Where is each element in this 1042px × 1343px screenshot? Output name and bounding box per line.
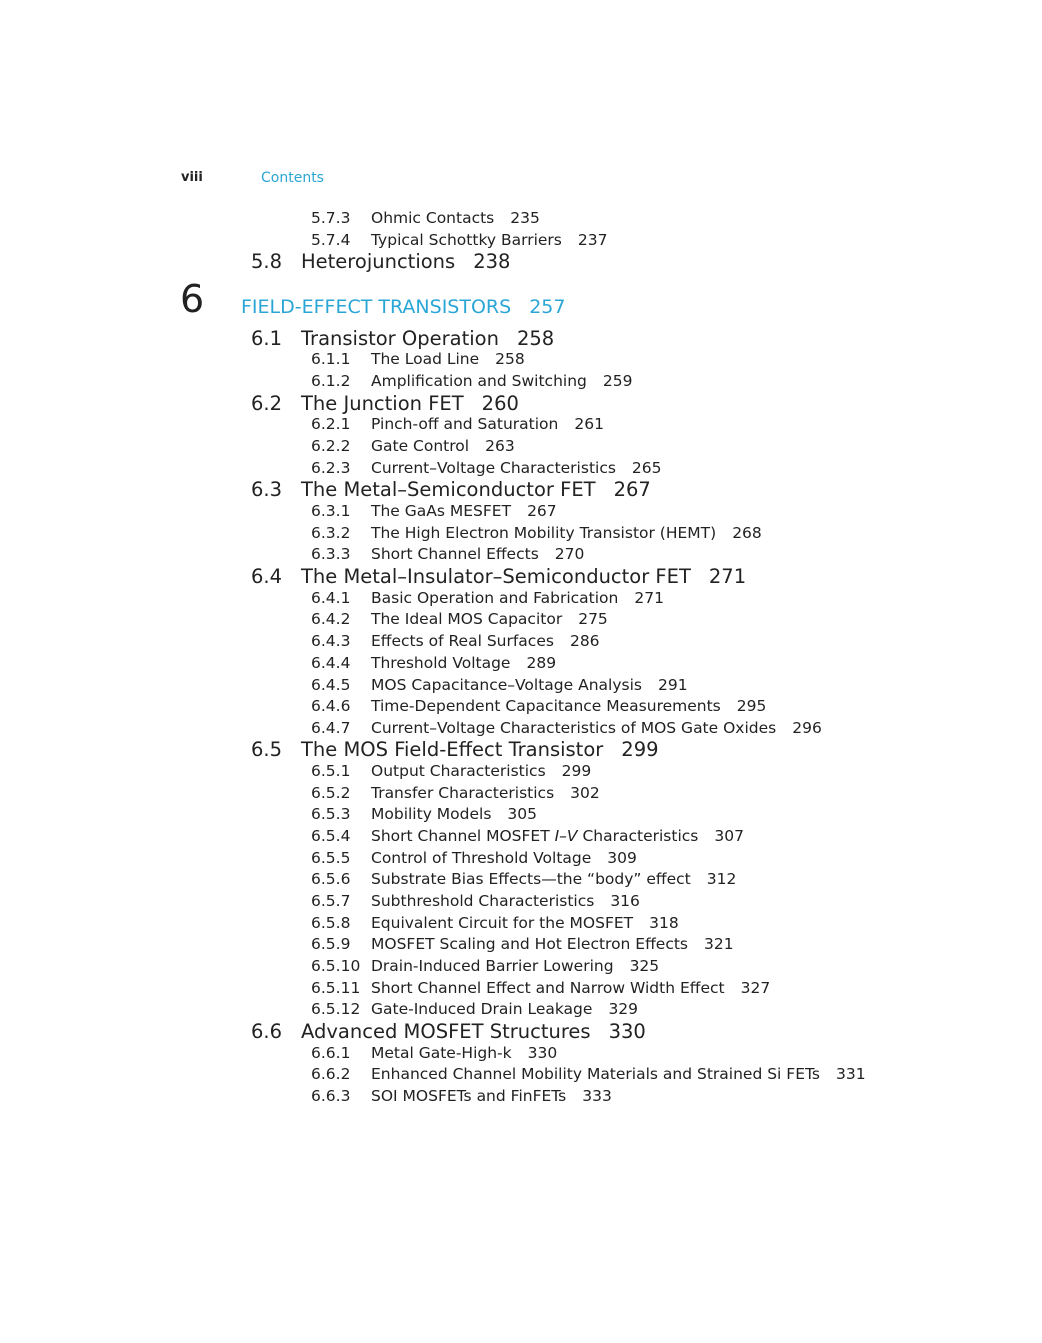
entry-number: 6.5.3 [311, 805, 351, 823]
entry-page-number: 267 [613, 478, 651, 501]
entry-number: 5.8 [251, 250, 283, 273]
entry-title: The MOS Field-Effect Transistor 299 [301, 738, 659, 761]
entry-title: Control of Threshold Voltage 309 [371, 849, 637, 867]
entry-page-number: 261 [574, 415, 604, 433]
entry-number: 6.4.4 [311, 654, 351, 672]
entry-page-number: 325 [629, 957, 660, 975]
entry-title: Effects of Real Surfaces 286 [371, 632, 600, 650]
entry-page-number: 289 [526, 654, 557, 672]
entry-page-number: 260 [481, 392, 519, 415]
entry-number: 6.5.4 [311, 827, 351, 845]
entry-page-number: 331 [835, 1065, 866, 1083]
entry-number: 6.5.12 [311, 1000, 361, 1018]
entry-title: SOI MOSFETs and FinFETs 333 [371, 1087, 612, 1105]
running-head: Contents [261, 170, 324, 186]
entry-title: Transfer Characteristics 302 [371, 784, 600, 802]
entry-title: Threshold Voltage 289 [371, 654, 557, 672]
entry-page-number: 329 [608, 1000, 639, 1018]
entry-number: 6.6.1 [311, 1044, 351, 1062]
entry-page-number: 333 [582, 1087, 612, 1105]
chapter-number: 6 [180, 277, 205, 321]
entry-page-number: 299 [621, 738, 659, 761]
entry-page-number: 237 [577, 231, 608, 249]
page-folio: viii [181, 170, 203, 185]
entry-page-number: 271 [634, 589, 664, 607]
entry-number: 6.5.8 [311, 914, 351, 932]
entry-number: 5.7.3 [311, 209, 351, 227]
entry-page-number: 330 [608, 1020, 646, 1043]
entry-number: 6.5.7 [311, 892, 351, 910]
entry-title: Drain-Induced Barrier Lowering 325 [371, 957, 660, 975]
entry-number: 6.4.3 [311, 632, 351, 650]
entry-title: Gate-Induced Drain Leakage 329 [371, 1000, 639, 1018]
entry-page-number: 268 [732, 524, 762, 542]
entry-number: 6.4.5 [311, 676, 351, 694]
entry-page-number: 327 [740, 979, 771, 997]
chapter-title: FIELD-EFFECT TRANSISTORS [241, 296, 512, 318]
entry-title: The High Electron Mobility Transistor (HEMT) 268 [371, 524, 762, 542]
entry-title: Metal Gate-High-k 330 [371, 1044, 558, 1062]
entry-number: 6.5.5 [311, 849, 351, 867]
entry-title: Basic Operation and Fabrication 271 [371, 589, 664, 607]
entry-page-number: 318 [649, 914, 679, 932]
entry-number: 6.3.3 [311, 545, 351, 563]
entry-title: Heterojunctions 238 [301, 250, 511, 273]
entry-page-number: 307 [714, 827, 744, 845]
entry-title: Current–Voltage Characteristics 265 [371, 459, 662, 477]
entry-page-number: 291 [657, 676, 688, 694]
entry-title: MOSFET Scaling and Hot Electron Effects 321 [371, 935, 734, 953]
entry-page-number: 235 [510, 209, 540, 227]
entry-number: 6.2.1 [311, 415, 351, 433]
entry-page-number: 321 [704, 935, 734, 953]
entry-number: 6.4.2 [311, 610, 351, 628]
chapter-heading [241, 296, 565, 318]
entry-page-number: 267 [527, 502, 557, 520]
entry-page-number: 238 [473, 250, 511, 273]
entry-number: 6.6.2 [311, 1065, 351, 1083]
entry-title: Advanced MOSFET Structures 330 [301, 1020, 646, 1043]
entry-number: 6.4 [251, 565, 283, 588]
entry-title: Ohmic Contacts 235 [371, 209, 540, 227]
entry-number: 6.6 [251, 1020, 283, 1043]
entry-title: Output Characteristics 299 [371, 762, 592, 780]
entry-page-number: 295 [736, 697, 767, 715]
entry-number: 6.5.1 [311, 762, 351, 780]
chapter-page-number: 257 [529, 296, 566, 318]
entry-number: 6.2 [251, 392, 283, 415]
entry-page-number: 302 [570, 784, 600, 802]
entry-number: 6.4.6 [311, 697, 351, 715]
entry-title: Mobility Models 305 [371, 805, 537, 823]
entry-number: 6.4.1 [311, 589, 351, 607]
entry-title: Equivalent Circuit for the MOSFET 318 [371, 914, 679, 932]
entry-number: 6.1.1 [311, 350, 351, 368]
entry-page-number: 330 [527, 1044, 558, 1062]
entry-title: The GaAs MESFET 267 [371, 502, 557, 520]
entry-title: Short Channel Effects 270 [371, 545, 585, 563]
entry-page-number: 265 [631, 459, 662, 477]
entry-title: Typical Schottky Barriers 237 [371, 231, 608, 249]
entry-number: 6.4.7 [311, 719, 351, 737]
entry-title: The Metal–Semiconductor FET 267 [301, 478, 651, 501]
entry-number: 6.1 [251, 327, 283, 350]
entry-title: Short Channel MOSFET I–V Characteristics 307 [371, 827, 744, 845]
entry-title: Subthreshold Characteristics 316 [371, 892, 640, 910]
entry-number: 6.5.6 [311, 870, 351, 888]
entry-title: Current–Voltage Characteristics of MOS Gate Oxides 296 [371, 719, 822, 737]
entry-title: Short Channel Effect and Narrow Width Effect 327 [371, 979, 771, 997]
entry-title: The Load Line 258 [371, 350, 525, 368]
entry-page-number: 286 [569, 632, 600, 650]
entry-number: 6.2.3 [311, 459, 351, 477]
entry-number: 6.3.2 [311, 524, 351, 542]
entry-number: 6.5.10 [311, 957, 361, 975]
entry-number: 6.5 [251, 738, 283, 761]
entry-page-number: 271 [708, 565, 747, 588]
entry-title: Amplification and Switching 259 [371, 372, 633, 390]
entry-page-number: 258 [495, 350, 525, 368]
entry-title: Pinch-off and Saturation 261 [371, 415, 604, 433]
entry-title-italic: I–V [554, 827, 578, 845]
entry-title: Gate Control 263 [371, 437, 515, 455]
entry-page-number: 316 [610, 892, 640, 910]
entry-title: Transistor Operation 258 [301, 327, 555, 350]
entry-title: MOS Capacitance–Voltage Analysis 291 [371, 676, 688, 694]
entry-page-number: 258 [516, 327, 555, 350]
entry-number: 6.5.11 [311, 979, 361, 997]
entry-number: 5.7.4 [311, 231, 351, 249]
entry-number: 6.3 [251, 478, 283, 501]
entry-page-number: 270 [554, 545, 585, 563]
entry-title: The Junction FET 260 [301, 392, 519, 415]
entry-page-number: 312 [706, 870, 737, 888]
entry-page-number: 259 [602, 372, 633, 390]
entry-number: 6.1.2 [311, 372, 351, 390]
entry-title: Time-Dependent Capacitance Measurements 295 [371, 697, 767, 715]
entry-page-number: 299 [561, 762, 592, 780]
entry-title: Enhanced Channel Mobility Materials and Strained Si FETs 331 [371, 1065, 866, 1083]
entry-title: The Metal–Insulator–Semiconductor FET 271 [301, 565, 747, 588]
entry-page-number: 275 [578, 610, 608, 628]
entry-page-number: 305 [507, 805, 537, 823]
entry-title: Substrate Bias Effects—the “body” effect 312 [371, 870, 737, 888]
entry-number: 6.5.9 [311, 935, 351, 953]
entry-number: 6.2.2 [311, 437, 351, 455]
entry-number: 6.5.2 [311, 784, 351, 802]
entry-page-number: 263 [485, 437, 515, 455]
entry-number: 6.3.1 [311, 502, 351, 520]
entry-title: The Ideal MOS Capacitor 275 [371, 610, 608, 628]
entry-page-number: 296 [792, 719, 822, 737]
entry-page-number: 309 [607, 849, 637, 867]
entry-number: 6.6.3 [311, 1087, 351, 1105]
